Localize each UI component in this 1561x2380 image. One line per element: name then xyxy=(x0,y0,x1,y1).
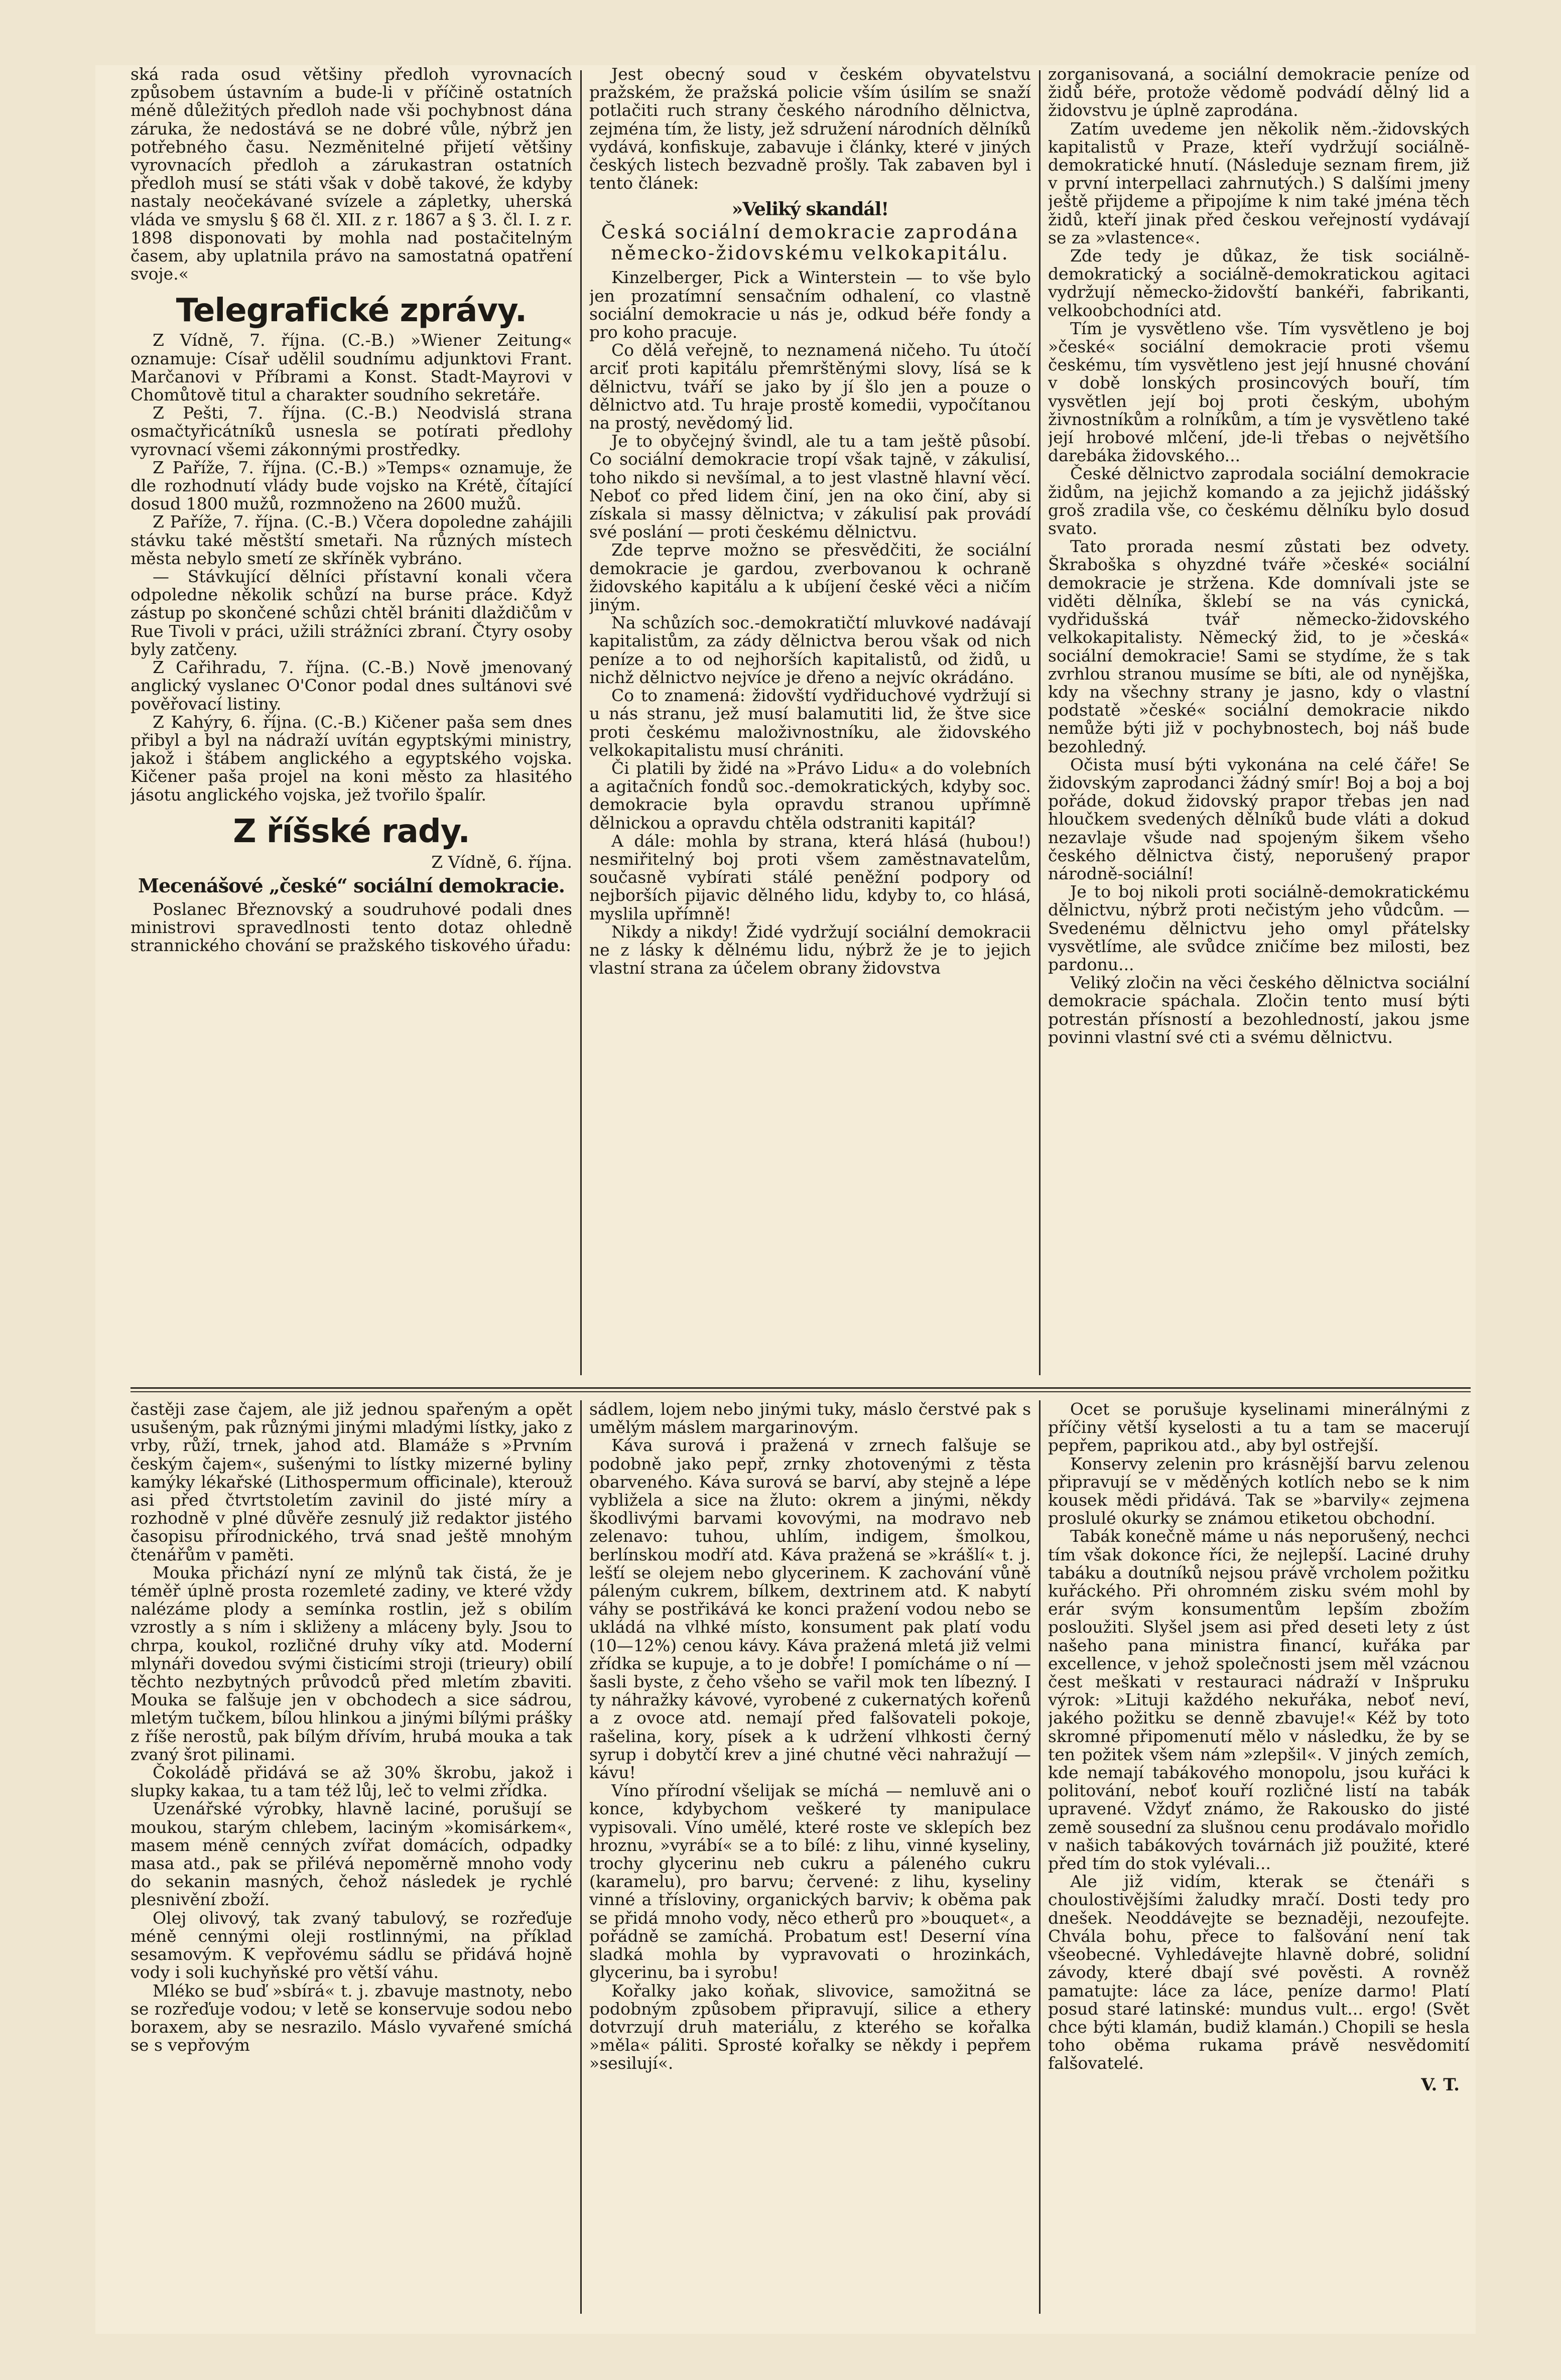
feuilleton-paragraph: Konservy zelenin pro krásnější barvu zelenou připravují se v měděných kotlích nebo se k nim kousek mědi přidává. Tak se »barvily« zejmena proslulé okurky se známou etiketou obchodní. xyxy=(1048,1453,1470,1528)
feuilleton-paragraph: Olej olivový, tak zvaný tabulový, se rozřeďuje méně cennými oleji rostlinnými, na příklad sesamovým. K vepřovému sádlu se přidává hojně vody i soli kuchyňské pro větší váhu. xyxy=(131,1908,572,1982)
column-divider xyxy=(580,70,582,1375)
article-paragraph: Na schůzích soc.-demokratičtí mluvkové nadávají kapitalistům, za zády dělnictva berou však od nich peníze a to od nejhorších kapitalistů, od židů, u nichž dělnictvo nejvíce je dřeno a nejvíc okrádáno. xyxy=(589,613,1031,687)
article-paragraph: Je to obyčejný švindl, ale tu a tam ještě působí. Co sociální demokracie tropí však tajně, v zákulisí, toho nikdo si nevšímal, a to jest vlastně hlavní věcí. Neboť co před lidem činí, jen na oko činí, aby si získala si massy dělnictva; v zákulisí pak provádí své poslání — proti českému dělnictvu. xyxy=(589,431,1031,542)
article-paragraph: Poslanec Březnovský a soudruhové podali dnes ministrovi spravedlnosti tento dotaz ohledně strannického chování se pražského tiskového úřadu: xyxy=(131,899,572,956)
feuilleton-paragraph: Čokoládě přidává se až 30% škrobu, jakož i slupky kakaa, tu a tam též lůj, leč to velmi zřídka. xyxy=(131,1763,572,1801)
article-paragraph: Zde tedy je důkaz, že tisk sociálně-demokratický a sociálně-demokratickou agitaci vydržují německo-židovští bankéři, fabrikanti, velkoobchodníci atd. xyxy=(1048,246,1470,320)
feuilleton-paragraph: Ale již vidím, kterak se čtenáři s choulostivějšími žaludky mračí. Dosti tedy pro dnešek. Neoddávejte se beznaději, nezoufejte. Chvála bohu, přece to falšování není tak všeobecné. Vyhledávejte hlavně dobré, solidní závody, které dbají své pověsti. A rovněž pamatujte: láce za láce, peníze darmo! Platí posud staré latinské: mundus vult... ergo! (Svět chce býti klamán, budiž klamán.) Chopili se hesla toho oběma rukama právě nesvědomití falšovatelé. xyxy=(1048,1872,1470,2073)
article-paragraph: Co dělá veřejně, to neznamená ničeho. Tu útočí arciť proti kapitálu přemrštěnými slovy, lísá se k dělnictvu, tváří se jako by jí šlo jen a pouze o dělnictvo atd. Tu hraje prostě komedii, vypočítanou na prostý, nevědomý lid. xyxy=(589,340,1031,433)
section-divider xyxy=(131,1387,1471,1389)
article-paragraph: Jest obecný soud v českém obyvatelstvu pražském, že pražská policie vším úsilím se snaží potlačiti ruch strany českého národního dělnictva, zejména tím, že listy, jež sdružení národních dělníků vydává, konfiskuje, zabavuje i články, které v jiných českých listech bezvadně prošly. Tak zabaven byl i tento článek: xyxy=(589,65,1031,193)
top-column-1 xyxy=(131,65,572,1380)
article-paragraph: České dělnictvo zaprodala sociální demokracie židům, na jejichž komando a za jejichž jidášský groš zradila vše, co českému dělníku bylo dosud svato. xyxy=(1048,464,1470,539)
column-divider xyxy=(1039,70,1040,1375)
telegram-item: — Stávkující dělníci přístavní konali včera odpoledne několik schůzí na burse práce. Když zástup po skončené schůzi chtěl brániti dlaždičům v Rue Tivoli v práci, užili strážníci zbraní. Čtyry osoby byly zatčeny. xyxy=(131,567,572,659)
column-divider xyxy=(580,1400,582,2314)
article-paragraph: Veliký zločin na věci českého dělnictva sociální demokracie spáchala. Zločin tento musí býti potrestán přísností a bezohledností, jakou jsme povinni vlastní své cti a svému dělnictvu. xyxy=(1048,973,1470,1047)
article-paragraph: Tím je vysvětleno vše. Tím vysvětleno je boj »české« sociální demokracie proti všemu českému, tím vysvětleno jest její hnusné chování v době lonských prosincových bouří, tím vysvětlen její boj proti českým, ubohým živnostníkům a rolníkům, a tím je vysvětleno také její hrobové mlčení, jde-li třebas o největšího darebáka židovského... xyxy=(1048,318,1470,466)
bottom-column-3 xyxy=(1048,1400,1470,2324)
article-paragraph: Je to boj nikoli proti sociálně-demokratickému dělnictvu, nýbrž proti nečistým jeho vůdcům. — Svedenému dělnictvu jeho omyl přátelsky vysvětlíme, ale svůdce zničíme bez milosti, bez pardonu... xyxy=(1048,882,1470,974)
telegram-item: Z Kahýry, 6. října. (C.-B.) Kičener paša sem dnes přibyl a byl na nádraží uvítán egyptskými ministry, jakož i štábem anglického a egyptského vojska. Kičener paša projel na koni město za hlasitého jásotu anglického vojska, jež tvořilo špalír. xyxy=(131,712,572,805)
feuilleton-paragraph: Tabák konečně máme u nás neporušený, nechci tím však dokonce říci, že nejlepší. Laciné druhy tabáku a doutníků nejsou právě vrcholem požitku kuřáckého. Při ohromném zisku svém mohl by erár svým konsumentům lepším zbožím posloužiti. Slyšel jsem asi před deseti lety z úst našeho pana ministra financí, kuřáka par excellence, v jehož společnosti jsem měl vzácnou čest meškati v restauraci nádraží v Inšpruku výrok: »Lituji každého nekuřáka, neboť neví, jakého požitku se denně zbavuje!« Kéž by toto skromné připomenutí mělo v následku, že by se ten požitek všem nám »zlepšil«. V jiných zemích, kde nemají tabákového monopolu, jsou kuřáci k politování, neboť kouří rozličné listí na tabák upravené. Vždyť známo, že Rakousko do jisté země sousední za slušnou cenu prodávalo mořidlo v našich tabákových továrnách již použité, které před tím do stok vylévali... xyxy=(1048,1526,1470,1874)
article-paragraph: Očista musí býti vykonána na celé čáře! Se židovským zaprodanci žádný smír! Boj a boj a boj pořáde, dokud židovský prapor třebas jen nad hloučkem svedených dělníků bude vláti a dokud nezavlaje všude nad spojeným šikem všeho českého dělnictva čistý, neporušený prapor národně-sociální! xyxy=(1048,754,1470,883)
dateline: Z Vídně, 6. října. xyxy=(431,852,572,872)
article-paragraph: Zde teprve možno se přesvědčiti, že sociální demokracie je gardou, zverbovanou k ochraně židovského kapitálu a k ubíjení české věci a ničím jiným. xyxy=(589,540,1031,615)
quoted-article-subheading: Česká sociální demokracie zaprodána německo-židovskému velkokapitálu. xyxy=(601,221,1019,265)
article-paragraph: A dále: mohla by strana, která hlásá (hubou!) nesmiřitelný boj proti všem zaměstnavatelům, současně vybírati stálé peněžní podpory od nejborších pijavic dělného lidu, kdyby to, co hlásá, myslila upřímně! xyxy=(589,831,1031,923)
author-signature: V. T. xyxy=(1421,2074,1460,2095)
article-paragraph: Či platili by židé na »Právo Lidu« a do volebních a agitačních fondů soc.-demokratických, kdyby soc. demokracie byla opravdu stranou upřímně dělnickou a opravdu chtěla odstraniti kapitál? xyxy=(589,758,1031,833)
column-divider xyxy=(1039,1400,1040,2314)
section-divider xyxy=(131,1391,1471,1392)
top-column-3 xyxy=(1048,65,1470,1380)
article-paragraph: Co to znamená: židovští vydřiduchové vydržují si u nás stranu, jež musí balamutiti lid, že štve sice proti českému maloživnostníku, ale židovského velkokapitalistu musí chrániti. xyxy=(589,686,1031,760)
telegram-item: Z Cařihradu, 7. října. (C.-B.) Nově jmenovaný anglický vyslanec O'Conor podal dnes sultánovi své pověřovací listiny. xyxy=(131,657,572,714)
article-paragraph: Tato prorada nesmí zůstati bez odvety. Škraboška s ohyzdné tváře »české« sociální demokracie je stržena. Kde domnívali jste se viděti dělníka, šklebí se na vás cynická, vydřidušská tvář německo-židovského velkokapitalisty. Německý žid, to je »česká« sociální demokracie! Sami se stydíme, že s tak zvrhlou stranou musíme se bíti, ale od nynějška, kdy na všechny strany je jasno, kdy o vlastní podstatě »české« sociální demokracie nikdo nemůže býti již v pochybnostech, boj náš bude bezohledný. xyxy=(1048,537,1470,756)
article-paragraph: Kinzelberger, Pick a Winterstein — to vše bylo jen prozatímní sensačním odhalení, co vlastně sociální demokracie u nás je, odkud béře fondy a pro koho pracuje. xyxy=(589,268,1031,342)
feuilleton-paragraph: Mléko se buď »sbírá« t. j. zbavuje mastnoty, nebo se rozřeďuje vodou; v letě se konservuje sodou nebo boraxem, aby se nesrazilo. Máslo vyvařené smíchá se s vepřovým xyxy=(131,1980,572,2055)
lead-paragraph: ská rada osud většiny předloh vyrovnacích způsobem ústavním a bude-li v příčině ostatních méně důležitých předloh nade vši pochybnost dána záruka, že nedostává se ne dobré vůle, nýbrž jen potřebného času. Nezměnitelné přijetí většiny vyrovnacích předloh a zárukastran ostatních předloh musí se státi však v době takové, že kdyby nastaly neočekávané svízele a zápletky, uherská vláda ve smyslu § 68 čl. XII. z r. 1867 a § 3. čl. I. z r. 1898 disponovati by mohla nad postačitelným časem, aby uplatnila právo na samostatná opatření svoje.« xyxy=(131,65,572,284)
article-paragraph: Nikdy a nikdy! Židé vydržují sociální demokracii ne z lásky k dělnému lidu, nýbrž že je to jejich vlastní strana za účelem obrany židovstva xyxy=(589,921,1031,978)
imperial-council-heading: Z říšské rady. xyxy=(233,813,470,850)
lead-paragraph: zorganisovaná, a sociální demokracie peníze od židů béře, protože vědomě podvádí dělný lid a židovstvu je úplně zaprodána. xyxy=(1048,65,1470,120)
newspaper-page xyxy=(95,65,1476,2334)
feuilleton-paragraph: Uzenářské výrobky, hlavně laciné, porušují se moukou, starým chlebem, laciným »komisárkem«, masem méně cenných zvířat domácích, odpadky masa atd., pak se přilévá nepoměrně mnoho vody do sekanin masných, čehož následek je rychlé plesnivění zboží. xyxy=(131,1799,572,1910)
telegraphic-news-heading: Telegrafické zprávy. xyxy=(176,292,527,330)
telegraphic-news-list xyxy=(131,331,572,804)
telegram-item: Z Pešti, 7. října. (C.-B.) Neodvislá strana osmačtyřicátníků usnesla se potírati předlohy vyrovnací všemi zákonnými prostředky. xyxy=(131,403,572,459)
feuilleton-paragraph: častěji zase čajem, ale již jednou spařeným a opět usušeným, pak různými jinými mladými lístky, jako z vrby, růží, trnek, jahod atd. Blamáže s »Prvním českým čajem«, sušenými to lístky mizerné byliny kamýky lékařské (Lithospermum officinale), kterouž asi před čtvrtstoletím zavinil do jisté míry a rozhodně v plné důvěře zesnulý již redaktor jistého časopisu přírodnického, trvá snad ještě mnohým čtenářům v paměti. xyxy=(131,1400,572,1564)
quoted-article-heading: »Veliký skandál! xyxy=(731,199,889,220)
article-paragraph: Zatím uvedeme jen několik něm.-židovských kapitalistů v Praze, kteří vydržují sociálně-demokratické hnutí. (Následuje seznam firem, již v první interpellaci zahrnutých.) S dalšími jmeny ještě přijdeme a připojíme k nim také jména těch židů, kteří jinak před českou veřejností vydávají se za »vlastence«. xyxy=(1048,118,1470,247)
feuilleton-paragraph: Mouka přichází nyní ze mlýnů tak čistá, že je téměř úplně prosta rozemleté zadiny, ve které vždy nalézáme plody a semínka rostlin, jež s obilím vzrostly a s ním i skliženy a mláceny byly. Jsou to chrpa, koukol, rozličné druhy víky atd. Moderní mlynáři dovedou svými čisticími stroji (trieury) obilí těchto nezbytných průvodců před mletím zbaviti. Mouka se falšuje jen v obchodech a sice sádrou, mletým tučkem, bílou hlinkou a jinými bílými prášky z říše nerostů, pak bílým dřívím, hrubá mouka a tak zvaný šrot pilinami. xyxy=(131,1562,572,1764)
bottom-column-1 xyxy=(131,1400,572,2324)
telegram-item: Z Paříže, 7. října. (C.-B.) »Temps« oznamuje, že dle rozhodnutí vlády bude vojsko na Krétě, čítající dosud 1800 mužů, rozmnoženo na 2600 mužů. xyxy=(131,457,572,514)
bottom-column-2 xyxy=(589,1400,1031,2324)
top-column-2 xyxy=(589,65,1031,1380)
feuilleton-paragraph: Kořalky jako koňak, slivovice, samožitná se podobným způsobem připravují, silice a ethery dotvrzují druh materiálu, z kterého se kořalka »měla« páliti. Sprosté kořalky se někdy i pepřem »sesilují«. xyxy=(589,1980,1031,2073)
feuilleton-paragraph: Káva surová i pražená v zrnech falšuje se podobně jako pepř, zrnky zhotovenými z těsta obarveného. Káva surová se barví, aby stejně a lépe vybližela a sice na žluto: okrem a jinými, někdy škodlivými barvami kovovými, na modravo neb zelenavo: tuhou, uhlím, indigem, šmolkou, berlínskou modří atd. Káva pražená se »krášlí« t. j. lešťí se olejem nebo glycerinem. K zachování vůně páleným cukrem, bílkem, dextrinem atd. K nabytí váhy se postřikává ke konci pražení vodou nebo se ukládá na vlhké místo, konsument pak platí vodu (10—12%) cenou kávy. Káva pražená mletá již velmi zřídka se kupuje, a to je dobře! I pomícháme o ní — šasli byste, z čeho všeho se vařil mok ten líbezný. I ty náhražky kávové, vyrobené z cukernatých kořenů a z ovoce atd. nemají před falšovateli pokoje, rašelina, kory, písek a k udržení vlhkosti černý syrup i dobytčí krev a jiné chutné věci nahražují — kávu! xyxy=(589,1435,1031,1783)
article-subheading: Mecenášové „české“ sociální demokracie. xyxy=(138,874,565,897)
feuilleton-paragraph: sádlem, lojem nebo jinými tuky, máslo čerstvé pak s umělým máslem margarinovým. xyxy=(589,1400,1031,1437)
telegram-item: Z Paříže, 7. října. (C.-B.) Včera dopoledne zahájili stávku také městští smetaři. Na různých místech města nebylo smetí ze skříněk vybráno. xyxy=(131,512,572,568)
feuilleton-paragraph: Víno přírodní všelijak se míchá — nemluvě ani o konce, kdybychom veškeré ty manipulace vypisovali. Víno umělé, které roste ve sklepích bez hroznu, »vyrábí« se a to bílé: z lihu, vinné kyseliny, trochy glycerinu neb cukru a páleného cukru (karamelu), pro barvu; červené: z lihu, kyseliny vinné a třísloviny, organických barviv; k oběma pak se přidá mnoho vody, něco etherů pro »bouquet«, a pořádně se zamíchá. Probatum est! Deserní vína sladká mohla by vypravovati o hrozinkách, glycerinu, ba i syrobu! xyxy=(589,1781,1031,1982)
telegram-item: Z Vídně, 7. října. (C.-B.) »Wiener Zeitung« oznamuje: Císař udělil soudnímu adjunktovi Frant. Marčanovi v Příbrami a Konst. Stadt-Mayrovi v Chomůtově titul a charakter soudního sekretáře. xyxy=(131,330,572,405)
feuilleton-paragraph: Ocet se porušuje kyselinami minerálnými z příčiny větší kyselosti a tu a tam se macerují pepřem, paprikou atd., aby byl ostřejší. xyxy=(1048,1400,1470,1456)
